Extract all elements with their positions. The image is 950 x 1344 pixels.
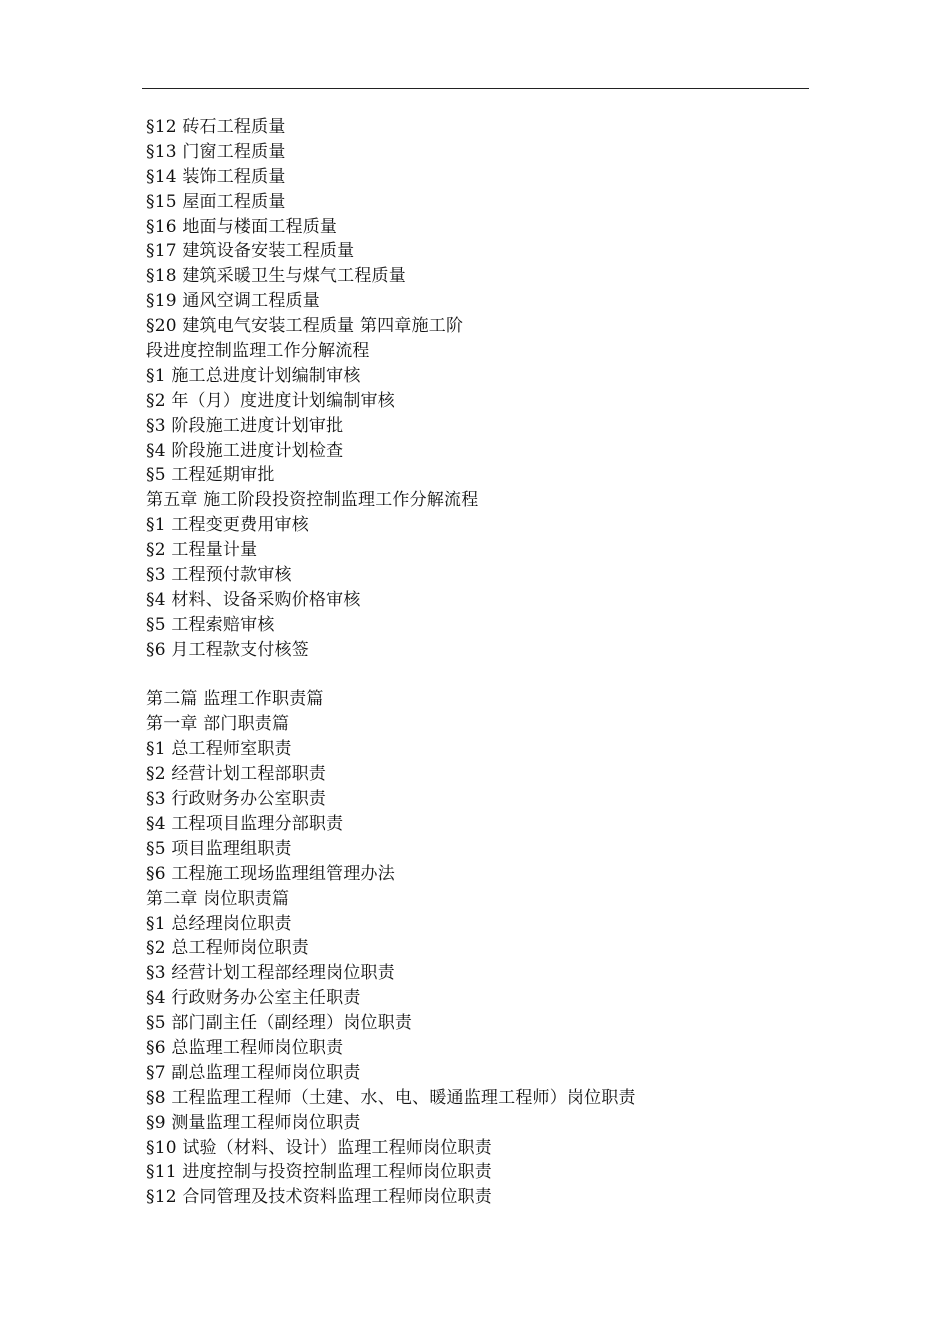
toc-line: §7 副总监理工程师岗位职责: [146, 1062, 361, 1083]
toc-line: §4 阶段施工进度计划检查: [146, 440, 344, 461]
toc-line: §1 总经理岗位职责: [146, 913, 292, 934]
toc-line: §15 屋面工程质量: [146, 191, 286, 212]
toc-line: §6 总监理工程师岗位职责: [146, 1037, 344, 1058]
toc-line: §12 合同管理及技术资料监理工程师岗位职责: [146, 1187, 492, 1208]
toc-line: §3 行政财务办公室职责: [146, 789, 327, 810]
toc-line: §12 砖石工程质量: [146, 117, 286, 137]
toc-line: §8 工程监理工程师（土建、水、电、暖通监理工程师）岗位职责: [146, 1087, 636, 1108]
toc-line: §4 材料、设备采购价格审核: [146, 589, 361, 610]
toc-line: §17 建筑设备安装工程质量: [146, 241, 355, 262]
toc-line: §19 通风空调工程质量: [146, 291, 320, 312]
toc-line: §1 工程变更费用审核: [146, 515, 309, 536]
toc-line: §1 施工总进度计划编制审核: [146, 365, 361, 386]
toc-line: §6 工程施工现场监理组管理办法: [146, 863, 395, 884]
toc-line: §3 工程预付款审核: [146, 565, 292, 586]
toc-line: §11 进度控制与投资控制监理工程师岗位职责: [146, 1162, 492, 1183]
toc-blank-line: [146, 663, 806, 688]
toc-line: §5 工程延期审批: [146, 465, 275, 486]
toc-line: §3 经营计划工程部经理岗位职责: [146, 963, 395, 984]
toc-line: §5 工程索赔审核: [146, 614, 275, 635]
toc-line: §5 项目监理组职责: [146, 838, 292, 859]
toc-line: §20 建筑电气安装工程质量 第四章施工阶: [146, 316, 464, 337]
toc-line: §13 门窗工程质量: [146, 141, 286, 162]
toc-line: §9 测量监理工程师岗位职责: [146, 1112, 361, 1133]
toc-line: §2 经营计划工程部职责: [146, 764, 327, 785]
toc-line: §4 工程项目监理分部职责: [146, 813, 344, 834]
toc-line: §10 试验（材料、设计）监理工程师岗位职责: [146, 1137, 492, 1158]
toc-line: §4 行政财务办公室主任职责: [146, 988, 361, 1009]
toc-line: §18 建筑采暖卫生与煤气工程质量: [146, 266, 406, 287]
toc-line: 段进度控制监理工作分解流程: [146, 341, 370, 362]
toc-line: 第五章 施工阶段投资控制监理工作分解流程: [146, 490, 479, 511]
toc-line: §6 月工程款支付核签: [146, 639, 309, 660]
toc-line: §1 总工程师室职责: [146, 739, 292, 760]
table-of-contents: [146, 115, 806, 1210]
toc-line: §14 装饰工程质量: [146, 166, 286, 187]
toc-line: §3 阶段施工进度计划审批: [146, 415, 344, 436]
toc-line: §2 工程量计量: [146, 540, 258, 561]
toc-line: §5 部门副主任（副经理）岗位职责: [146, 1013, 413, 1034]
toc-line: §16 地面与楼面工程质量: [146, 216, 338, 237]
toc-line: 第二章 岗位职责篇: [146, 888, 290, 909]
header-rule: [142, 88, 809, 89]
toc-line: §2 总工程师岗位职责: [146, 938, 309, 959]
toc-line: §2 年（月）度进度计划编制审核: [146, 390, 395, 411]
toc-line: 第一章 部门职责篇: [146, 714, 290, 735]
toc-line: 第二篇 监理工作职责篇: [146, 689, 324, 710]
